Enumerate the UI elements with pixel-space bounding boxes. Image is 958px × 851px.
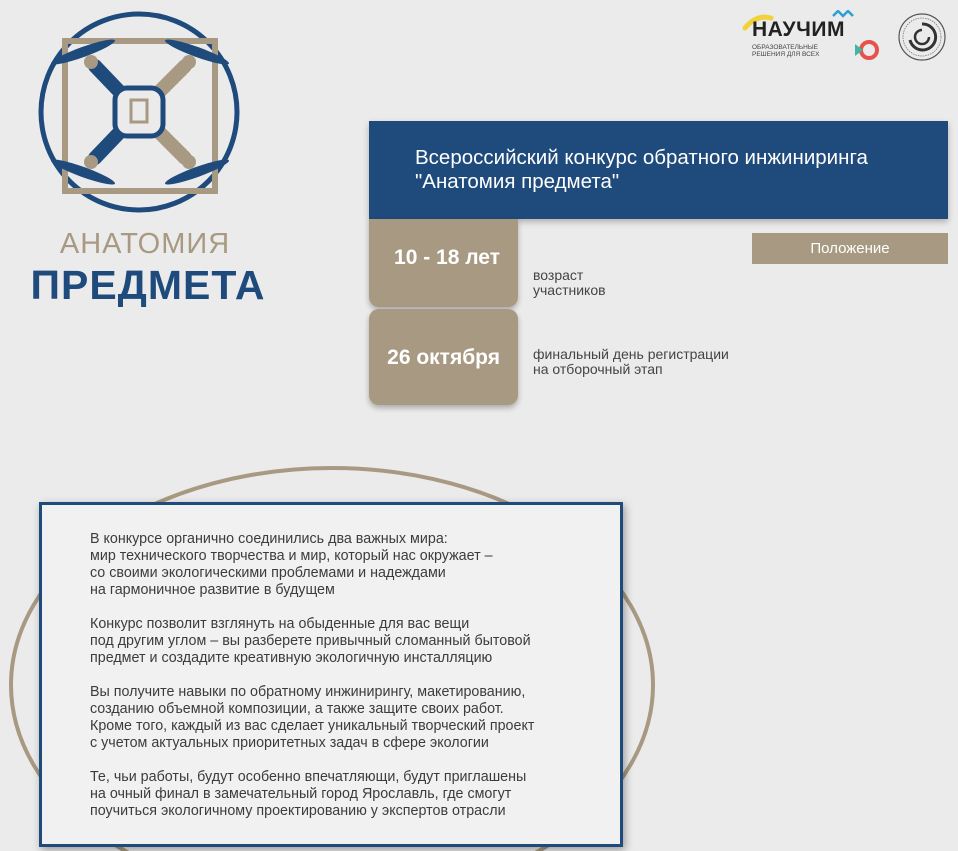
logo-title-line1: АНАТОМИЯ — [59, 228, 231, 260]
nauchim-logo-tagline: ОБРАЗОВАТЕЛЬНЫЕ РЕШЕНИЯ ДЛЯ ВСЕХ — [752, 44, 820, 58]
age-value: 10 - 18 лет — [394, 246, 500, 269]
contest-title: Всероссийский конкурс обратного инжиниринга "Анатомия предмета" — [415, 146, 868, 193]
nauchim-logo-text: НАУЧИМ — [752, 18, 845, 41]
logo-title-line2: ПРЕДМЕТА — [30, 262, 266, 308]
deadline-label: финальный день регистрации на отборочный этап — [533, 346, 729, 377]
regulations-button[interactable]: Положение — [752, 233, 948, 264]
age-label: возраст участников — [533, 267, 606, 298]
drone-logo-icon — [35, 8, 251, 218]
partner-seal-icon[interactable] — [897, 12, 947, 62]
description-paragraph-2: Конкурс позволит взглянуть на обыденные для вас вещи под другим углом – вы разберете привычный сломанный бытовой предмет и создадите креативную экологичную инсталляцию — [90, 616, 531, 666]
deadline-value: 26 октября — [387, 346, 500, 369]
description-paragraph-1: В конкурсе органично соединились два важных мира: мир технического творчества и мир, который нас окружает – со своими экологическими проблемами и надеждами на гармоничное развитие в будущем — [90, 531, 493, 598]
description-paragraph-3: Вы получите навыки по обратному инжинирингу, макетированию, созданию объемной композиции, а также защите своих работ. Кроме того, каждый из вас сделает уникальный творческий проект с учетом актуальных приоритетных задач в сфере экологии — [90, 684, 535, 751]
description-paragraph-4: Те, чьи работы, будут особенно впечатляющи, будут приглашены на очный финал в замечательный город Ярославль, где смогут поучиться экологичному проектированию у экспертов отрасли — [90, 769, 527, 819]
